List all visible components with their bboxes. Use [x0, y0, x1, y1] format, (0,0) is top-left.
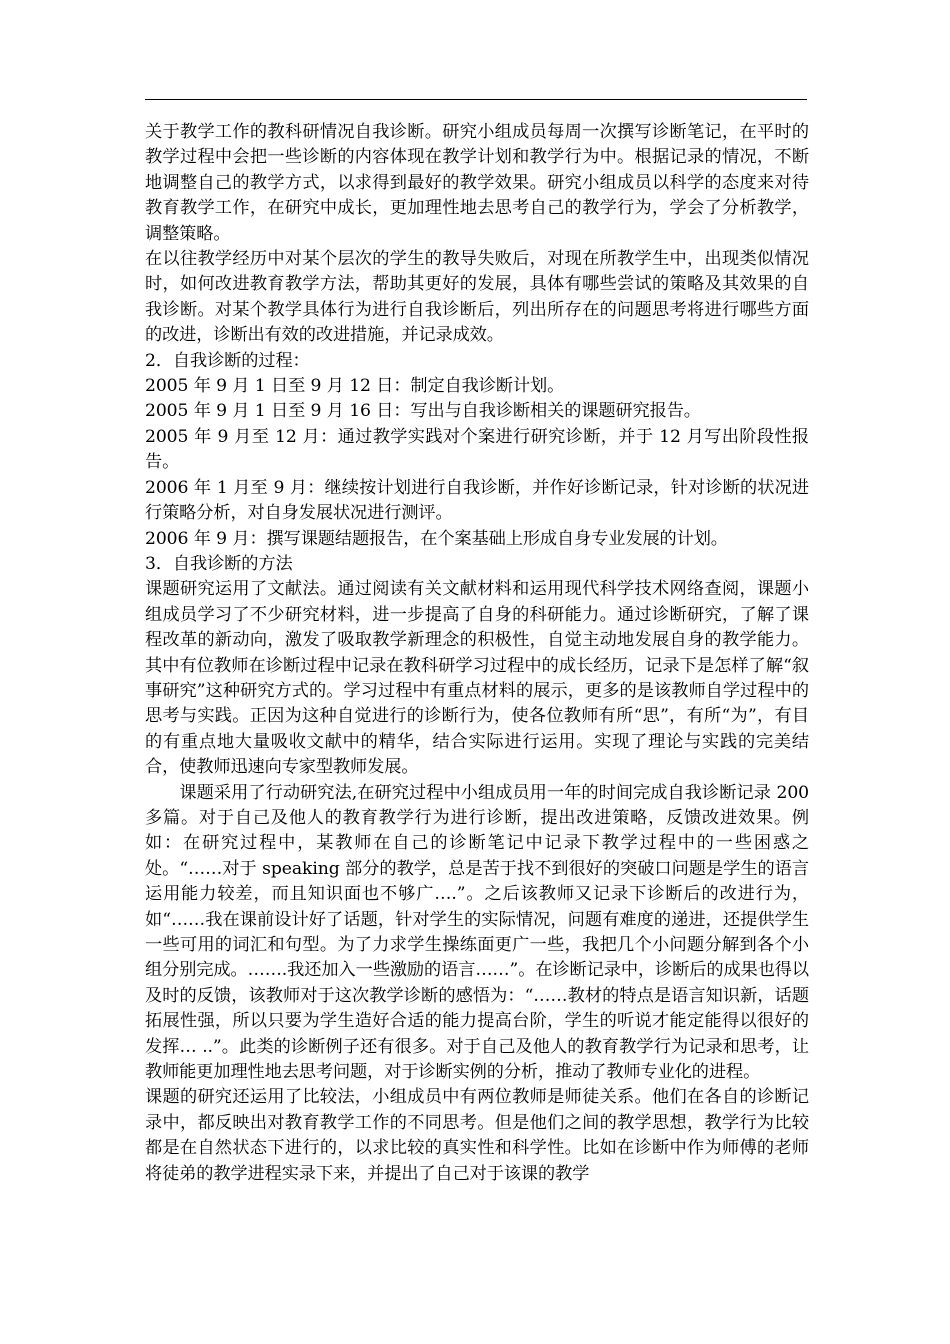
paragraph-past-experience: 在以往教学经历中对某个层次的学生的教导失败后，对现在所教学生中，出现类似情况时，如何改进教育教学方法，帮助其更好的发展，具体有哪些尝试的策略及其效果的自我诊断。对某个教学具体行为进行自我诊断后，列出所存在的问题思考将进行哪些方面的改进，诊断出有效的改进措施，并记录成效。 — [145, 249, 809, 346]
timeline-item: 2005 年 9 月 1 日至 9 月 16 日：写出与自我诊断相关的课题研究报告。 — [145, 401, 701, 422]
paragraph-self-diagnosis-intro: 关于教学工作的教科研情况自我诊断。研究小组成员每周一次撰写诊断笔记，在平时的教学过程中会把一些诊断的内容体现在教学计划和教学行为中。根据记录的情况，不断地调整自己的教学方式，以求得到最好的教学效果。研究小组成员以科学的态度来对待教育教学工作，在研究中成长，更加理性地去思考自己的教学行为，学会了分析教学，调整策略。 — [145, 122, 809, 244]
timeline-item: 2006 年 9 月：撰写课题结题报告，在个案基础上形成自身专业发展的计划。 — [145, 528, 728, 549]
header-rule — [145, 99, 807, 100]
timeline-item: 2005 年 9 月 1 日至 9 月 12 日：制定自我诊断计划。 — [145, 376, 565, 397]
document-body — [145, 120, 809, 1187]
heading-diagnosis-methods: 3．自我诊断的方法 — [145, 553, 293, 574]
paragraph-literature-method: 课题研究运用了文献法。通过阅读有关文献材料和运用现代科学技术网络查阅，课题小组成员学习了不少研究材料，进一步提高了自身的科研能力。通过诊断研究，了解了课程改革的新动向，激发了吸取教学新理念的积极性，自觉主动地发展自身的教学能力。其中有位教师在诊断过程中记录在教科研学习过程中的成长经历，记录下是怎样了解“叙事研究”这种研究方式的。学习过程中有重点材料的展示，更多的是该教师自学过程中的思考与实践。正因为这种自觉进行的诊断行为，使各位教师有所“思”，有所“为”，有目的有重点地大量吸收文献中的精华，结合实际进行运用。实现了理论与实践的完美结合，使教师迅速向专家型教师发展。 — [145, 579, 809, 778]
timeline-item: 2006 年 1 月至 9 月：继续按计划进行自我诊断，并作好诊断记录，针对诊断的状况进行策略分析，对自身发展状况进行测评。 — [145, 477, 809, 524]
paragraph-action-research: 课题采用了行动研究法,在研究过程中小组成员用一年的时间完成自我诊断记录 200 多篇。对于自己及他人的教育教学行为进行诊断，提出改进策略，反馈改进效果。例如：在研究过程中，某教师在自己的诊断笔记中记录下教学过程中的一些困惑之处。“……对于 speaking 部分的教学，总是苦于找不到很好的突破口问题是学生的语言运用能力较差，而且知识面也不够广….”。之后该教师又记录下诊断后的改进行为，如“……我在课前设计好了话题，针对学生的实际情况，问题有难度的递进，还提供学生一些可用的词汇和句型。为了力求学生操练面更广一些，我把几个小问题分解到各个小组分别完成。…….我还加入一些激励的语言……”。在诊断记录中，诊断后的成果也得以及时的反馈，该教师对于这次教学诊断的感悟为：“……教材的特点是语言知识新，话题拓展性强，所以只要为学生造好合适的能力提高台阶，学生的听说才能定能得以很好的发挥… ..”。此类的诊断例子还有很多。对于自己及他人的教育教学行为记录和思考，让教师能更加理性地去思考问题，对于诊断实例的分析，推动了教师专业化的进程。 — [145, 782, 809, 1083]
timeline-item: 2005 年 9 月至 12 月：通过教学实践对个案进行研究诊断，并于 12 月写出阶段性报告。 — [145, 426, 809, 473]
paragraph-comparison-method: 课题的研究还运用了比较法，小组成员中有两位教师是师徒关系。他们在各自的诊断记录中，都反映出对教育教学工作的不同思考。但是他们之间的教学思想，教学行为比较都是在自然状态下进行的，以求比较的真实性和科学性。比如在诊断中作为师傅的老师将徒弟的教学进程实录下来，并提出了自己对于该课的教学 — [145, 1087, 809, 1184]
heading-diagnosis-process: 2．自我诊断的过程： — [145, 350, 310, 371]
